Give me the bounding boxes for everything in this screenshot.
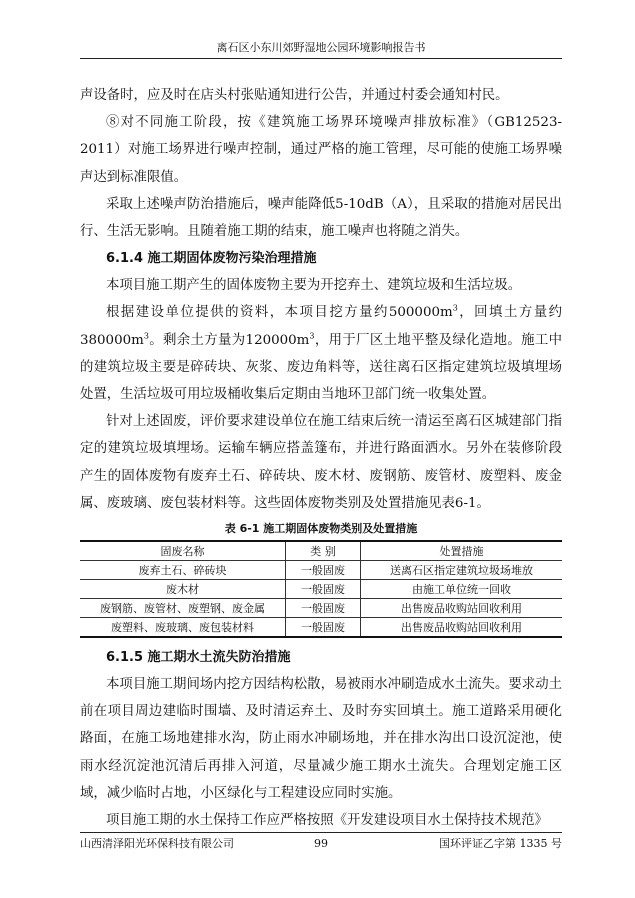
table-cell: 由施工单位统一回收 xyxy=(361,580,563,599)
table-row xyxy=(80,618,562,638)
section-heading-6-1-4: 6.1.4 施工期固体废物污染治理措施 xyxy=(106,251,317,267)
page-number: 99 xyxy=(314,837,328,850)
superscript: 3 xyxy=(452,303,458,313)
paragraph: 针对上述固废，评价要求建设单位在施工结束后统一清运至离石区城建部门指定的建筑垃圾填埋场。运输车辆应搭盖篷布，并进行路面洒水。另外在装修阶段产生的固体废物有废弃土石、碎砖块、废木材、废钢筋、废管材、废塑料、废金属、废玻璃、废包装材料等。这些固体废物类别及处置措施见表6-1。 xyxy=(80,414,562,511)
paragraph: 本项目施工期产生的固体废物主要为开挖弃土、建筑垃圾和生活垃圾。 xyxy=(106,278,522,294)
footer-certificate: 国环评证乙字第 1335 号 xyxy=(439,837,562,850)
paragraph: 本项目施工期间场内挖方因结构松散，易被雨水冲刷造成水土流失。要求动土前在项目周边建临时围墙、及时清运弃土、及时夯实回填土。施工道路采用硬化路面，在施工场地建排水沟，防止雨水冲刷场地，并在排水沟出口设沉淀池，使雨水经沉淀池沉清后再排入河道，尽量减少施工期水土流失。合理划定施工区域，减少临时占地，小区绿化与工程建设应同时实施。 xyxy=(80,677,562,801)
table-cell: 废塑料、废玻璃、废包装材料 xyxy=(80,618,286,638)
table-row xyxy=(80,561,562,580)
column-header: 类 别 xyxy=(286,541,361,561)
header-title: 离石区小东川郊野湿地公园环境影响报告书 xyxy=(216,41,426,54)
table-cell: 出售废品收购站回收利用 xyxy=(361,599,563,618)
paragraph: 采取上述噪声防治措施后，噪声能降低5-10dB（A），且采取的措施对居民出行、生活无影响。且随着施工期的结束，施工噪声也将随之消失。 xyxy=(80,196,562,240)
text-run: 根据建设单位提供的资料，本项目挖方量约500000m xyxy=(106,305,453,321)
paragraph: 声设备时，应及时在店头村张贴通知进行公告，并通过村委会通知村民。 xyxy=(80,88,509,103)
table-cell: 废钢筋、废管材、废塑钢、废金属 xyxy=(80,599,286,618)
paragraph xyxy=(80,299,562,408)
table-cell: 一般固废 xyxy=(286,618,361,638)
text-run: 。剩余土方量为120000m xyxy=(148,332,310,348)
table-cell: 一般固废 xyxy=(286,580,361,599)
paragraph: 项目施工期的水土保持工作应严格按照《开发建设项目水土保持技术规范》 xyxy=(106,813,548,829)
text-run: ，用于厂区土地平整及绿化造地。施工中的建筑垃圾主要是碎砖块、灰浆、废边角料等，送往离石区指定建筑垃圾填埋场处置，生活垃圾可用垃圾桶收集后定期由当地环卫部门统一收集处置。 xyxy=(80,332,562,403)
column-header: 处置措施 xyxy=(361,541,563,561)
table-cell: 一般固废 xyxy=(286,599,361,618)
table-cell: 送离石区指定建筑垃圾场堆放 xyxy=(361,561,563,580)
table-row xyxy=(80,599,562,618)
section-heading-6-1-5: 6.1.5 施工期水土流失防治措施 xyxy=(106,650,291,666)
column-header: 固废名称 xyxy=(80,541,286,561)
solid-waste-table xyxy=(80,540,562,638)
table-caption: 表 6-1 施工期固体废物类别及处置措施 xyxy=(224,522,418,536)
superscript: 3 xyxy=(143,331,149,341)
page-header xyxy=(80,40,562,59)
superscript: 3 xyxy=(309,331,315,341)
paragraph: ⑧对不同施工阶段，按《建筑施工场界环境噪声排放标准》（GB12523-2011）对施工场界进行噪声控制，通过严格的施工管理，尽可能的使施工场界噪声达到标准限值。 xyxy=(80,115,562,185)
page-content xyxy=(80,82,562,834)
footer-company: 山西清泽阳光环保科技有限公司 xyxy=(80,837,234,850)
table-cell: 出售废品收购站回收利用 xyxy=(361,618,563,638)
table-cell: 废木材 xyxy=(80,580,286,599)
page-footer xyxy=(80,832,562,851)
table-row xyxy=(80,580,562,599)
table-cell: 废弃土石、碎砖块 xyxy=(80,561,286,580)
table-cell: 一般固废 xyxy=(286,561,361,580)
table-header-row xyxy=(80,541,562,561)
text-run: ，回填土方量约380000m xyxy=(80,305,562,348)
